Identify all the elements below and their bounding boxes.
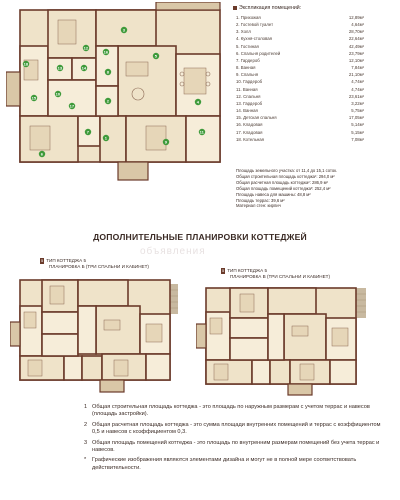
room xyxy=(42,312,78,334)
sofa xyxy=(292,326,308,336)
list-item: 7. Гардероб 12,10м² xyxy=(236,57,364,63)
bullet-square-icon xyxy=(233,6,237,10)
plan-v xyxy=(196,284,374,396)
construction-area: Общая строительная площадь коттеджа¹: 294,0 м² xyxy=(236,173,335,179)
bed xyxy=(24,312,36,328)
rear-terrace xyxy=(156,2,220,10)
sofa xyxy=(104,320,120,330)
room-10 xyxy=(48,80,96,116)
svg-text:16: 16 xyxy=(103,49,109,55)
list-item: 3. Холл 28,70м² xyxy=(236,29,364,35)
list-item: 5. Гостиная 42,49м² xyxy=(236,43,364,49)
footnote: * Графические изображения являются элементами дизайна и могут не в полной мере соответствовать действительности. xyxy=(84,457,357,471)
svg-text:8: 8 xyxy=(106,69,110,75)
area-summary xyxy=(236,168,366,209)
entrance-porch xyxy=(288,384,312,395)
plot-area: Площадь земельного участка: от 11,4 до 15,1 соток. xyxy=(236,168,338,173)
svg-text:5: 5 xyxy=(154,53,158,59)
terrace-area: Площадь террас: 39,6 м² xyxy=(236,197,285,203)
room xyxy=(42,334,78,356)
list-item: 18. Котельная 7,08м² xyxy=(236,136,364,142)
side-terrace xyxy=(10,322,20,346)
bed xyxy=(300,364,314,380)
room xyxy=(78,280,128,306)
room-11 xyxy=(186,116,220,162)
room xyxy=(252,360,270,384)
svg-text:2: 2 xyxy=(106,98,110,104)
bed xyxy=(114,360,128,376)
wall-material: Материал стен: кирпич xyxy=(236,203,281,209)
room-15 xyxy=(20,46,48,116)
list-item: 2. Гостевой туалет 4,64м² xyxy=(236,22,364,28)
list-item: 6. Спальня родителей 23,79м² xyxy=(236,50,364,56)
list-item: 9. Спальня 21,10м² xyxy=(236,72,364,78)
room xyxy=(270,360,290,384)
svg-text:7: 7 xyxy=(86,129,90,135)
room xyxy=(82,356,102,380)
main-floor-plan xyxy=(6,2,228,182)
room-list xyxy=(236,14,364,143)
carport-area: Площадь навеса для машины: 48,8 м² xyxy=(236,191,311,197)
room xyxy=(268,314,284,360)
list-item: 17. Кладовая 5,15м² xyxy=(236,129,364,135)
svg-text:9: 9 xyxy=(164,139,168,145)
svg-text:15: 15 xyxy=(31,95,37,101)
watermark: объявления xyxy=(140,246,206,257)
bed xyxy=(240,294,254,312)
type-number-badge: 5 xyxy=(222,268,225,273)
room xyxy=(78,306,96,354)
svg-text:13: 13 xyxy=(57,65,63,71)
svg-text:10: 10 xyxy=(55,91,61,97)
dining-table xyxy=(332,328,348,346)
side-terrace xyxy=(6,72,20,106)
dining-table xyxy=(184,68,206,94)
calculated-area: Общая расчетная площадь коттеджа²: 286,9 м² xyxy=(236,179,328,185)
bed xyxy=(28,360,42,376)
svg-text:4: 4 xyxy=(196,99,200,105)
bed-parents xyxy=(30,126,50,150)
room xyxy=(230,318,268,338)
room xyxy=(146,354,170,380)
bed xyxy=(214,364,228,380)
dining-table xyxy=(146,324,162,342)
type-5v-label: 5 ТИП КОТТЕДЖА 5 ПЛАНИРОВКА В (ТРИ СПАЛЬНИ И КАБИНЕТ) xyxy=(222,268,330,279)
plan-b xyxy=(10,276,186,394)
bed xyxy=(210,318,222,334)
footnote: 2 Общая расчетная площадь коттеджа - это сумма площади внутренних помещений и террас с коэффициентом 0,5 и навесов с коэффициентом 0,3. xyxy=(84,421,381,436)
room xyxy=(268,288,316,314)
side-terrace xyxy=(196,324,206,348)
entrance-porch xyxy=(118,162,148,180)
section-headline: ДОПОЛНИТЕЛЬНЫЕ ПЛАНИРОВКИ КОТТЕДЖЕЙ xyxy=(93,232,307,242)
bed xyxy=(50,286,64,304)
entrance-porch xyxy=(100,380,124,392)
svg-text:17: 17 xyxy=(69,103,75,109)
list-item: 4. Кухня-столовая 22,64м² xyxy=(236,36,364,42)
list-item: 16. Кладовая 5,14м² xyxy=(236,122,364,128)
footnote: 1 Общая строительная площадь коттеджа - это площадь по наружным размерам с учетом террас и навесов (площадь застройки). xyxy=(84,404,370,418)
room xyxy=(230,338,268,360)
room xyxy=(284,314,326,360)
rooms-area: Общая площадь помещений коттеджа³: 252,4 м² xyxy=(236,185,331,191)
list-item: 1. Прихожая 12,89м² xyxy=(236,15,364,20)
svg-text:1: 1 xyxy=(104,135,108,141)
sofa xyxy=(126,62,148,76)
room xyxy=(330,360,356,384)
svg-text:3: 3 xyxy=(122,27,126,33)
explication-title: Экспликация помещений: xyxy=(233,5,301,11)
svg-text:11: 11 xyxy=(199,129,204,135)
list-item: 13. Гардероб 3,22м² xyxy=(236,100,364,106)
bed-12 xyxy=(58,20,76,44)
svg-text:6: 6 xyxy=(40,151,44,157)
list-item: 14. Ванная 5,75м² xyxy=(236,108,364,114)
footnotes xyxy=(84,404,384,475)
room xyxy=(64,356,82,380)
type-5b-label: 5 ТИП КОТТЕДЖА 5 ПЛАНИРОВКА Б (ТРИ СПАЛЬНИ И КАБИНЕТ) xyxy=(41,258,149,269)
list-item: 11. Ванная 4,74м² xyxy=(236,86,364,92)
svg-text:14: 14 xyxy=(81,65,87,71)
room-5 xyxy=(118,46,176,116)
footnote: 3 Общая площадь помещений коттеджа - это площадь по внутренним размерам помещений без учета террас и навесов. xyxy=(84,439,380,453)
list-item: 10. Гардероб 4,74м² xyxy=(236,79,364,85)
svg-text:12: 12 xyxy=(83,45,89,51)
list-item: 12. Спальня 23,61м² xyxy=(236,93,364,99)
type-number-badge: 5 xyxy=(41,258,44,263)
svg-text:18: 18 xyxy=(23,61,29,67)
bed-9 xyxy=(146,126,166,150)
list-item: 15. Детская спальня 17,05м² xyxy=(236,115,364,121)
list-item: 8. Ванная 7,84м² xyxy=(236,65,364,71)
room xyxy=(206,360,252,384)
